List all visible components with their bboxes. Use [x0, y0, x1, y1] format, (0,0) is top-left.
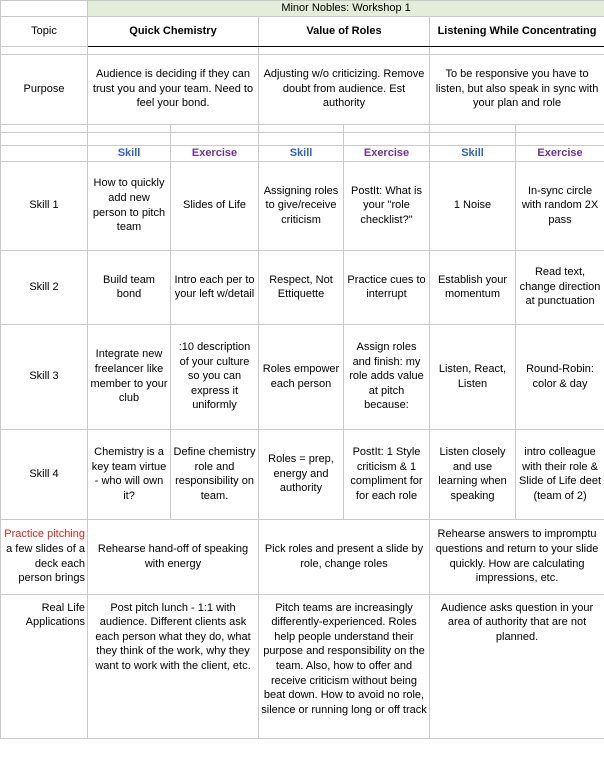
- skill-cell: Build team bond: [88, 250, 171, 324]
- skill-cell: Roles empower each person: [259, 324, 344, 429]
- purpose-quick-chemistry: Audience is deciding if they can trust you and your team. Need to feel your bond.: [88, 54, 259, 124]
- real-life-quick-chemistry: Post pitch lunch - 1:1 with audience. Different clients ask each person what they do, what they think of the work, why they want to work with the client, etc.: [88, 594, 259, 738]
- skill-label: Skill 4: [1, 429, 88, 519]
- practice-label: [1, 519, 88, 594]
- practice-value-of-roles: Pick roles and present a slide by role, change roles: [259, 519, 430, 594]
- topic-label: Topic: [1, 16, 88, 46]
- exercise-cell: PostIt: 1 Style criticism & 1 compliment for for each role: [344, 429, 430, 519]
- column-header-quick-chemistry: Quick Chemistry: [88, 16, 259, 46]
- skill-cell: Chemistry is a key team virtue - who will own it?: [88, 429, 171, 519]
- skill-row: [1, 250, 604, 324]
- skill-cell: How to quickly add new person to pitch team: [88, 161, 171, 250]
- skill-label: Skill 2: [1, 250, 88, 324]
- skill-cell: 1 Noise: [430, 161, 516, 250]
- corner-cell: [1, 1, 88, 17]
- exercise-cell: Intro each per to your left w/detail: [171, 250, 259, 324]
- practice-label-rest: a few slides of a deck each person brings: [6, 543, 85, 585]
- column-header-listening: Listening While Concentrating: [430, 16, 604, 46]
- exercise-cell: Round-Robin: color & day: [516, 324, 604, 429]
- exercise-cell: Slides of Life: [171, 161, 259, 250]
- exercise-cell: In-sync circle with random 2X pass: [516, 161, 604, 250]
- subheader-skill: Skill: [88, 145, 171, 161]
- exercise-cell: Read text, change direction at punctuation: [516, 250, 604, 324]
- skill-label: Skill 1: [1, 161, 88, 250]
- exercise-cell: intro colleague with their role & Slide of Life deet (team of 2): [516, 429, 604, 519]
- exercise-cell: Define chemistry role and responsibility on team.: [171, 429, 259, 519]
- skill-cell: Listen, React, Listen: [430, 324, 516, 429]
- skill-cell: Establish your momentum: [430, 250, 516, 324]
- subheader-exercise: Exercise: [344, 145, 430, 161]
- practice-label-highlight: Practice pitching: [4, 528, 85, 541]
- real-life-label: Real Life Applications: [1, 594, 88, 738]
- exercise-cell: Practice cues to interrupt: [344, 250, 430, 324]
- practice-listening: Rehearse answers to impromptu questions and return to your slide quickly. How are calculating impressions, etc.: [430, 519, 604, 594]
- exercise-cell: Assign roles and finish: my role adds value at pitch because:: [344, 324, 430, 429]
- skill-cell: Listen closely and use learning when speaking: [430, 429, 516, 519]
- subheader-exercise: Exercise: [171, 145, 259, 161]
- subheader-skill: Skill: [430, 145, 516, 161]
- real-life-listening: Audience asks question in your area of authority that are not planned.: [430, 594, 604, 738]
- skill-row: [1, 324, 604, 429]
- skill-cell: Respect, Not Ettiquette: [259, 250, 344, 324]
- exercise-cell: PostIt: What is your "role checklist?": [344, 161, 430, 250]
- exercise-cell: :10 description of your culture so you can express it uniformly: [171, 324, 259, 429]
- workshop-title: Minor Nobles: Workshop 1: [88, 1, 604, 17]
- subheader-exercise: Exercise: [516, 145, 604, 161]
- skill-label: Skill 3: [1, 324, 88, 429]
- real-life-value-of-roles: Pitch teams are increasingly differently-experienced. Roles help people understand their purpose and responsibility on the team. Also, how to offer and receive criticism without being beat down. How to avoid no role, silence or running long or off track: [259, 594, 430, 738]
- skill-cell: Integrate new freelancer like member to your club: [88, 324, 171, 429]
- purpose-value-of-roles: Adjusting w/o criticizing. Remove doubt from audience. Est authority: [259, 54, 430, 124]
- column-header-value-of-roles: Value of Roles: [259, 16, 430, 46]
- subheader-skill: Skill: [259, 145, 344, 161]
- skill-cell: Roles = prep, energy and authority: [259, 429, 344, 519]
- skill-cell: Assigning roles to give/receive criticism: [259, 161, 344, 250]
- skill-row: [1, 161, 604, 250]
- practice-quick-chemistry: Rehearse hand-off of speaking with energy: [88, 519, 259, 594]
- purpose-label: Purpose: [1, 54, 88, 124]
- subheader-blank: [1, 145, 88, 161]
- purpose-listening: To be responsive you have to listen, but also speak in sync with your plan and role: [430, 54, 604, 124]
- skill-row: [1, 429, 604, 519]
